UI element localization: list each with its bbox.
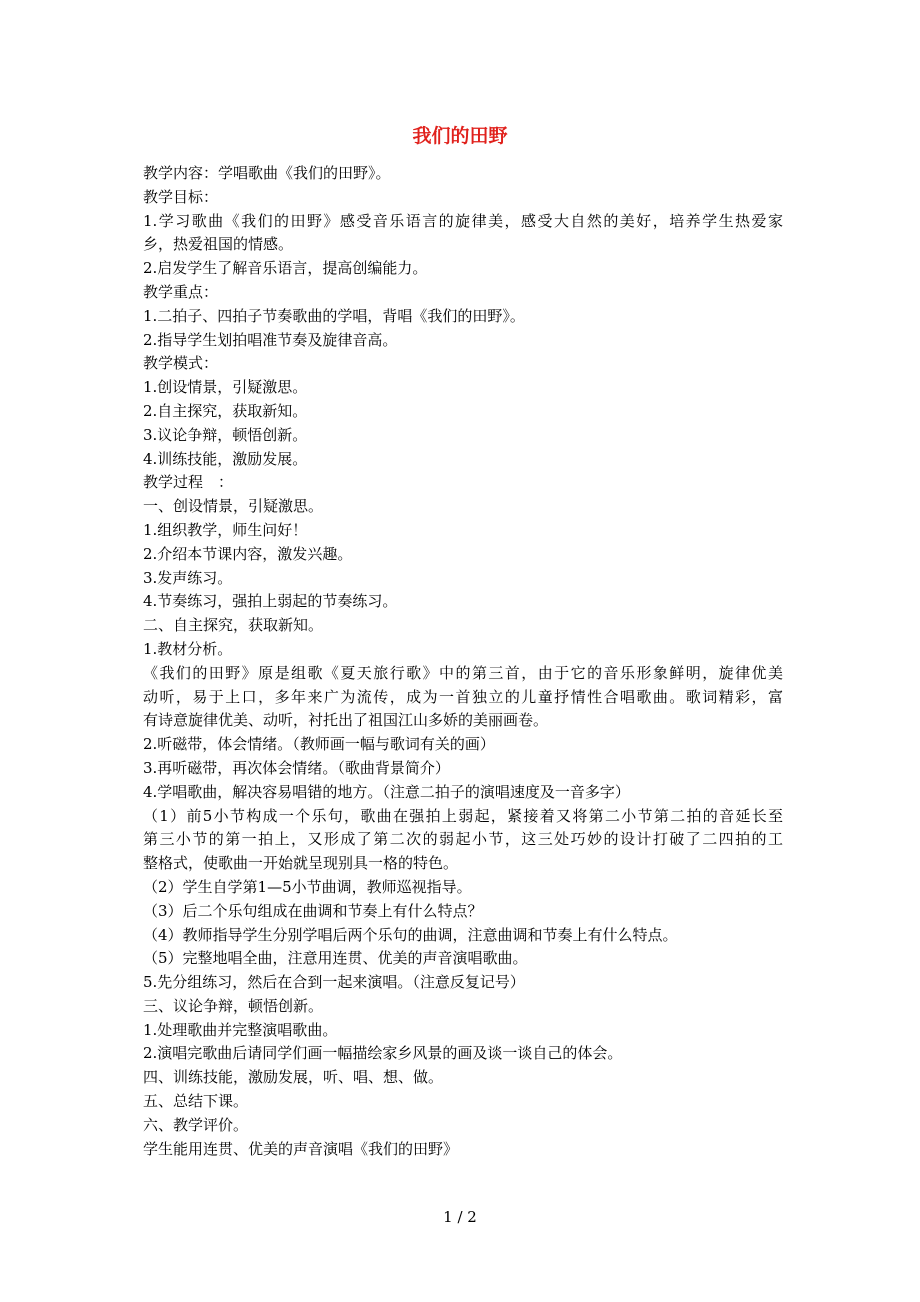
text-line: 有诗意旋律优美、动听，衬托出了祖国江山多娇的美丽画卷。 (143, 711, 549, 730)
page-number: 1 / 2 (443, 1208, 477, 1226)
text-line: 5.先分组练习，然后在合到一起来演唱。（注意反复记号） (143, 973, 525, 992)
text-line: （3）后二个乐句组成在曲调和节奏上有什么特点？ (143, 901, 483, 920)
text-line: 2.听磁带，体会情绪。（教师画一幅与歌词有关的画） (143, 735, 495, 754)
text-line: 2.演唱完歌曲后请同学们画一幅描绘家乡风景的画及谈一谈自己的体会。 (143, 1044, 623, 1063)
section-heading: 教学重点： (143, 282, 219, 301)
text-line: 四、训练技能，激励发展，听、唱、想、做。 (143, 1068, 444, 1087)
text-line: 2.指导学生划拍唱准节奏及旋律音高。 (143, 330, 398, 349)
text-line: （2）学生自学第1—5小节曲调，教师巡视指导。 (143, 877, 472, 896)
text-line: 第三小节的第一拍上，又形成了第二次的弱起小节，这三处巧妙的设计打破了二四拍的工 (143, 830, 783, 849)
document-title: 我们的田野 (412, 125, 508, 147)
text-line: 一、创设情景，引疑激思。 (143, 497, 324, 516)
text-line: 学生能用连贯、优美的声音演唱《我们的田野》 (143, 1139, 459, 1158)
text-line: 3.发声练习。 (143, 568, 233, 587)
section-heading: 教学模式： (143, 354, 219, 373)
text-line: （4）教师指导学生分别学唱后两个乐句的曲调，注意曲调和节奏上有什么特点。 (143, 925, 678, 944)
text-line: 《我们的田野》原是组歌《夏天旅行歌》中的第三首，由于它的音乐形象鲜明，旋律优美 (143, 663, 783, 682)
text-line: 1.创设情景，引疑激思。 (143, 378, 308, 397)
text-line: 六、教学评价。 (143, 1115, 249, 1134)
text-line: （5）完整地唱全曲，注意用连贯、优美的声音演唱歌曲。 (143, 949, 528, 968)
section-heading: 教学过程 ： (143, 473, 234, 492)
text-line: 3.议论争辩，顿悟创新。 (143, 425, 308, 444)
text-line: 4.学唱歌曲，解决容易唱错的地方。（注意二拍子的演唱速度及一音多字） (143, 782, 630, 801)
text-line: 1.二拍子、四拍子节奏歌曲的学唱，背唱《我们的田野》。 (143, 306, 525, 325)
text-line: 三、议论争辩，顿悟创新。 (143, 996, 324, 1015)
text-line: 2.介绍本节课内容，激发兴趣。 (143, 544, 353, 563)
text-line: 1.教材分析。 (143, 639, 233, 658)
text-line: 4.训练技能，激励发展。 (143, 449, 308, 468)
text-line: 二、自主探究，获取新知。 (143, 616, 324, 635)
text-line: 4.节奏练习，强拍上弱起的节奏练习。 (143, 592, 398, 611)
text-line: 1.处理歌曲并完整演唱歌曲。 (143, 1020, 338, 1039)
text-line: （1）前5小节构成一个乐句，歌曲在强拍上弱起，紧接着又将第二小节第二拍的音延长至 (143, 806, 783, 825)
text-line: 1.学习歌曲《我们的田野》感受音乐语言的旋律美，感受大自然的美好，培养学生热爱家 (143, 211, 783, 230)
document-body (143, 162, 783, 1161)
text-line: 2.启发学生了解音乐语言，提高创编能力。 (143, 259, 428, 278)
text-line: 1.组织教学，师生问好！ (143, 520, 308, 539)
text-line: 乡，热爱祖国的情感。 (143, 235, 294, 254)
text-line: 整格式，使歌曲一开始就呈现别具一格的特色。 (143, 854, 459, 873)
text-line: 3.再听磁带，再次体会情绪。（歌曲背景简介） (143, 758, 450, 777)
text-line: 2.自主探究，获取新知。 (143, 401, 308, 420)
text-line: 五、总结下课。 (143, 1092, 249, 1111)
text-line: 教学内容：学唱歌曲《我们的田野》。 (143, 164, 391, 182)
section-heading: 教学目标： (143, 187, 219, 206)
text-line: 动听，易于上口，多年来广为流传，成为一首独立的儿童抒情性合唱歌曲。歌词精彩，富 (143, 687, 783, 706)
